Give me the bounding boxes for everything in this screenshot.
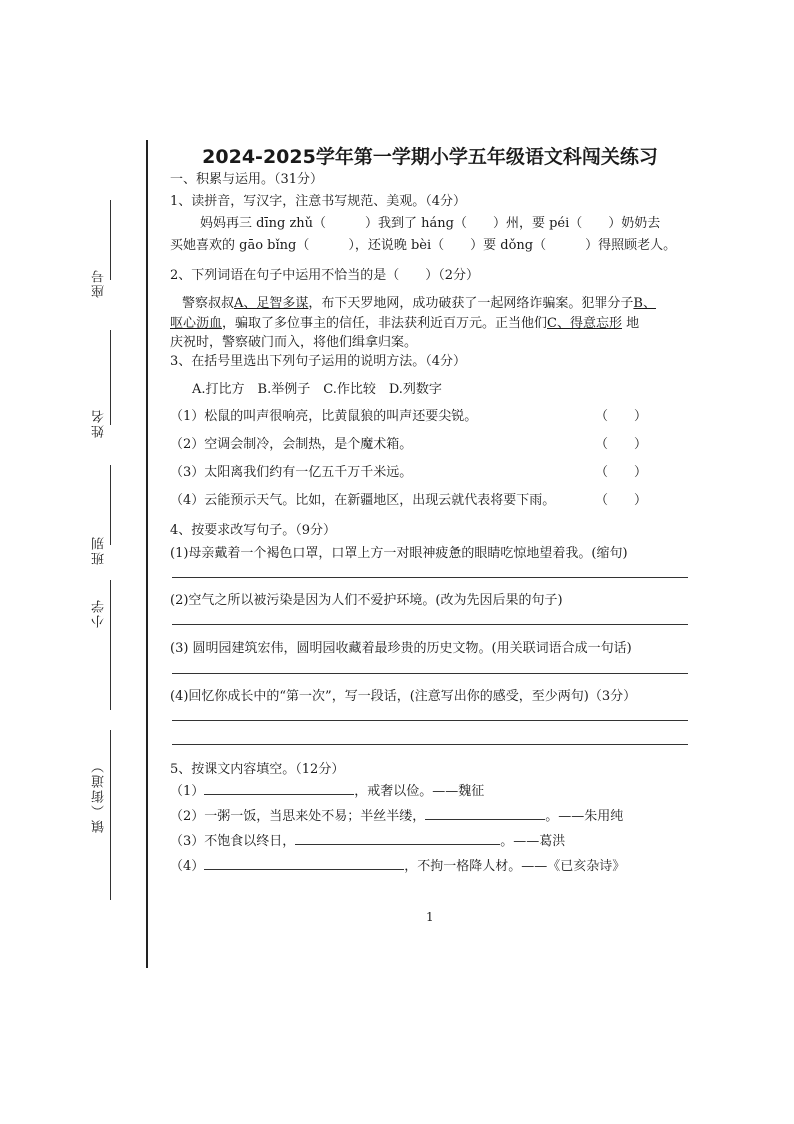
q2-option-b: 呕心沥血 bbox=[170, 316, 223, 331]
q2-paragraph-line2 bbox=[170, 312, 639, 331]
q2-p2-text: ，骗取了多位事主的信任，非法获利近百万元。正当他们 bbox=[222, 316, 548, 331]
town-label: 镇（街道） bbox=[92, 758, 107, 833]
school-label: 小学 bbox=[92, 598, 107, 628]
q2-stem: 2、下列词语在句子中运用不恰当的是（ ）（2分） bbox=[170, 268, 480, 283]
q2-paragraph-line1 bbox=[182, 292, 656, 311]
q2-p2-end: 地 bbox=[626, 316, 640, 331]
q3-item-1: （1）松鼠的叫声很响亮，比黄鼠狼的叫声还要尖锐。 bbox=[170, 409, 478, 424]
q4-answer-line-1[interactable] bbox=[172, 577, 688, 578]
q3-answer-1[interactable]: （ ） bbox=[595, 409, 648, 424]
q3-item-3: （3）太阳离我们约有一亿五千万千米远。 bbox=[170, 465, 413, 480]
section-heading: 一、积累与运用。（31分） bbox=[170, 172, 324, 187]
q5-item-3 bbox=[170, 830, 565, 849]
q4-item-2: (2)空气之所以被污染是因为人们不爱护环境。(改为先因后果的句子) bbox=[170, 593, 563, 608]
class-fill-line bbox=[110, 465, 111, 545]
q4-item-3: (3) 圆明园建筑宏伟，圆明园收藏着最珍贵的历史文物。(用关联词语合成一句话) bbox=[170, 641, 632, 656]
q4-answer-line-5[interactable] bbox=[172, 744, 688, 745]
q1-line2: 买她喜欢的 gāo bǐng（ ），还说晚 bèi（ ）要 dǒng（ ）得照顾老人。 bbox=[170, 238, 677, 253]
q4-answer-line-4[interactable] bbox=[172, 720, 688, 721]
q3-stem: 3、在括号里选出下列句子运用的说明方法。（4分） bbox=[170, 354, 467, 369]
q2-p1-rest: ，布下天罗地网，成功破获了一起网络诈骗案。犯罪分子 bbox=[308, 296, 634, 311]
q5-2-blank[interactable] bbox=[425, 807, 545, 820]
q5-item-4 bbox=[170, 855, 625, 874]
q5-3-text: （3）不饱食以终日， bbox=[170, 834, 296, 849]
q4-answer-line-3[interactable] bbox=[172, 673, 688, 674]
q5-3-rest: 。——葛洪 bbox=[500, 834, 566, 849]
q2-option-a: A、足智多谋 bbox=[234, 296, 309, 311]
page-number: 1 bbox=[426, 910, 434, 924]
q1-line1: 妈妈再三 dīng zhǔ（ ）我到了 háng（ ）州，要 péi（ ）奶奶去 bbox=[200, 216, 661, 231]
seat-label: 座号 bbox=[92, 268, 107, 298]
q5-1-label: （1） bbox=[170, 784, 205, 799]
q4-item-4: (4)回忆你成长中的“第一次”，写一段话，(注意写出你的感受，至少两句)（3分） bbox=[170, 689, 637, 704]
q2-option-c: C、得意忘形 bbox=[547, 316, 622, 331]
class-label: 班别 bbox=[92, 535, 107, 565]
q1-stem: 1、读拼音，写汉字，注意书写规范、美观。（4分） bbox=[170, 194, 467, 209]
name-fill-line bbox=[110, 330, 111, 425]
q3-answer-2[interactable]: （ ） bbox=[595, 437, 648, 452]
q3-answer-4[interactable]: （ ） bbox=[595, 493, 648, 508]
q5-4-blank[interactable] bbox=[204, 857, 404, 870]
q5-2-text: （2）一粥一饭，当思来处不易；半丝半缕， bbox=[170, 809, 426, 824]
q4-stem: 4、按要求改写句子。（9分） bbox=[170, 523, 337, 538]
q5-4-label: （4） bbox=[170, 859, 205, 874]
q4-item-1: (1)母亲戴着一个褐色口罩，口罩上方一对眼神疲惫的眼睛吃惊地望着我。(缩句) bbox=[170, 546, 628, 561]
q2-paragraph-line3: 庆祝时，警察破门而入，将他们缉拿归案。 bbox=[170, 335, 418, 350]
q5-1-blank[interactable] bbox=[204, 782, 354, 795]
q5-item-2 bbox=[170, 805, 623, 824]
q2-p1-text: 警察叔叔 bbox=[182, 296, 235, 311]
seat-fill-line bbox=[110, 200, 111, 280]
binding-rule bbox=[146, 140, 148, 968]
page-title: 2024-2025学年第一学期小学五年级语文科闯关练习 bbox=[202, 146, 658, 168]
name-label: 姓名 bbox=[92, 408, 107, 438]
q5-1-rest: ，戒奢以俭。——魏征 bbox=[354, 784, 485, 799]
q5-item-1 bbox=[170, 780, 484, 799]
q5-4-rest: ，不拘一格降人材。——《已亥杂诗》 bbox=[404, 859, 626, 874]
q5-2-rest: 。——朱用纯 bbox=[545, 809, 624, 824]
q4-answer-line-2[interactable] bbox=[172, 624, 688, 625]
q3-item-4: （4）云能预示天气。比如，在新疆地区，出现云就代表将要下雨。 bbox=[170, 493, 556, 508]
q5-stem: 5、按课文内容填空。（12分） bbox=[170, 762, 345, 777]
q3-item-2: （2）空调会制冷，会制热，是个魔术箱。 bbox=[170, 437, 413, 452]
q5-3-blank[interactable] bbox=[295, 832, 500, 845]
school-fill-line bbox=[110, 580, 111, 710]
q2-option-b-marker: B、 bbox=[633, 296, 656, 311]
q3-options: A.打比方 B.举例子 C.作比较 D.列数字 bbox=[192, 382, 442, 397]
town-fill-line bbox=[110, 730, 111, 900]
q3-answer-3[interactable]: （ ） bbox=[595, 465, 648, 480]
